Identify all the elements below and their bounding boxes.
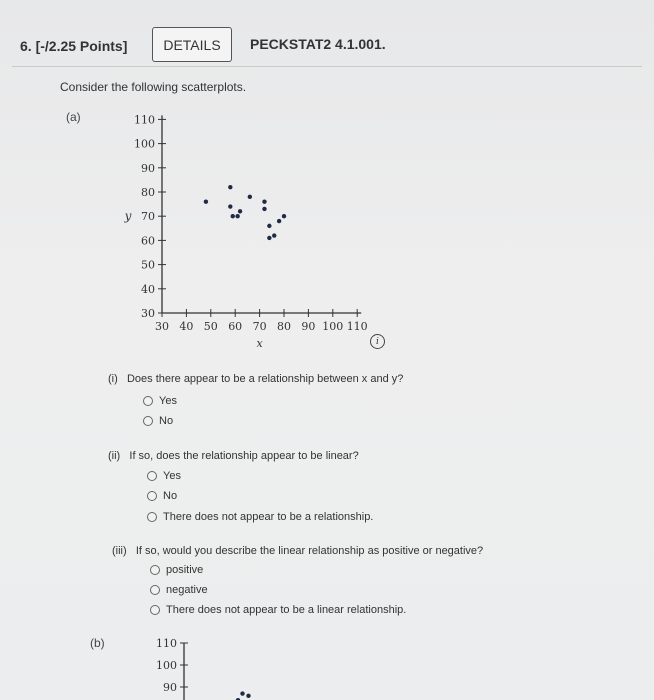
option-label: No	[163, 490, 178, 502]
scatter-point	[272, 233, 276, 237]
option-label: Yes	[159, 395, 177, 407]
question-ii-text: If so, does the relationship appear to be linear?	[129, 450, 359, 462]
y-tick-label: 90	[141, 161, 155, 175]
scatter-point	[235, 214, 239, 218]
scatter-point	[240, 691, 244, 695]
question-i	[108, 373, 403, 385]
radio-button[interactable]	[147, 491, 157, 501]
x-tick-label: 70	[252, 320, 267, 333]
x-axis-label: x	[256, 337, 263, 350]
y-tick-label: 60	[141, 234, 155, 248]
scatter-point	[248, 195, 252, 199]
radio-button[interactable]	[143, 416, 153, 426]
radio-button[interactable]	[143, 396, 153, 406]
scatter-point	[238, 209, 242, 213]
q2-option-no-relationship[interactable]	[147, 511, 373, 523]
x-tick-label: 110	[346, 320, 368, 333]
scatter-point	[228, 204, 232, 208]
y-tick-label: 70	[141, 210, 155, 224]
y-tick-label: 100	[156, 659, 177, 672]
x-tick-label: 40	[179, 320, 194, 333]
question-ii-label: (ii)	[108, 450, 121, 462]
y-axis-label: y	[124, 209, 132, 224]
question-iii-text: If so, would you describe the linear relationship as positive or negative?	[135, 545, 484, 557]
y-tick-label: 40	[141, 282, 155, 296]
y-tick-label: 30	[141, 307, 155, 320]
option-label: Yes	[163, 470, 181, 482]
question-iii	[112, 545, 483, 557]
question-i-text: Does there appear to be a relationship between x and y?	[126, 373, 404, 385]
header-divider	[12, 66, 642, 67]
radio-button[interactable]	[150, 565, 160, 575]
scatter-point	[228, 185, 232, 189]
question-iii-label: (iii)	[112, 545, 127, 557]
q3-option-negative[interactable]	[150, 584, 208, 596]
scatter-point	[267, 224, 271, 228]
info-icon[interactable]: i	[370, 334, 385, 349]
option-label: There does not appear to be a relationship.	[163, 511, 374, 523]
radio-button[interactable]	[150, 585, 160, 595]
q2-option-no[interactable]	[147, 490, 177, 502]
scatter-point	[277, 219, 281, 223]
scatter-point	[282, 214, 286, 218]
q1-option-yes[interactable]	[143, 395, 177, 407]
scatter-point	[204, 199, 208, 203]
scatterplot-a	[110, 100, 390, 360]
y-tick-label: 50	[141, 258, 155, 272]
scatter-point	[246, 694, 250, 698]
scatter-point	[262, 207, 266, 211]
details-button[interactable]: DETAILS	[152, 27, 232, 62]
option-label: negative	[166, 584, 208, 596]
y-tick-label: 80	[141, 186, 155, 199]
question-header	[0, 0, 654, 88]
option-label: No	[159, 415, 174, 427]
y-tick-label: 110	[156, 637, 177, 650]
y-tick-label: 90	[163, 681, 177, 694]
radio-button[interactable]	[147, 471, 157, 481]
option-label: There does not appear to be a linear relationship.	[166, 604, 407, 616]
x-tick-label: 90	[301, 320, 316, 333]
question-number: 6. [-/2.25 Points]	[20, 38, 128, 54]
scatter-point	[262, 199, 266, 203]
x-tick-label: 100	[322, 320, 344, 333]
q1-option-no[interactable]	[143, 415, 173, 427]
q3-option-positive[interactable]	[150, 564, 203, 576]
part-b-label: (b)	[90, 636, 105, 650]
option-label: positive	[166, 564, 204, 576]
question-ii	[108, 450, 359, 462]
x-tick-label: 80	[277, 320, 291, 333]
scatter-point	[231, 214, 235, 218]
q3-option-no-linear[interactable]	[150, 604, 406, 616]
x-tick-label: 50	[203, 320, 218, 333]
intro-text: Consider the following scatterplots.	[60, 80, 247, 94]
y-tick-label: 100	[134, 137, 155, 151]
q2-option-yes[interactable]	[147, 470, 181, 482]
radio-button[interactable]	[147, 512, 157, 522]
y-tick-label: 110	[134, 113, 155, 127]
scatterplot-b	[140, 630, 310, 700]
question-i-label: (i)	[108, 373, 118, 385]
scatter-point	[267, 236, 271, 240]
radio-button[interactable]	[150, 605, 160, 615]
x-tick-label: 30	[155, 320, 169, 333]
x-tick-label: 60	[228, 320, 243, 333]
book-reference: PECKSTAT2 4.1.001.	[250, 36, 386, 52]
part-a-label: (a)	[66, 110, 81, 124]
